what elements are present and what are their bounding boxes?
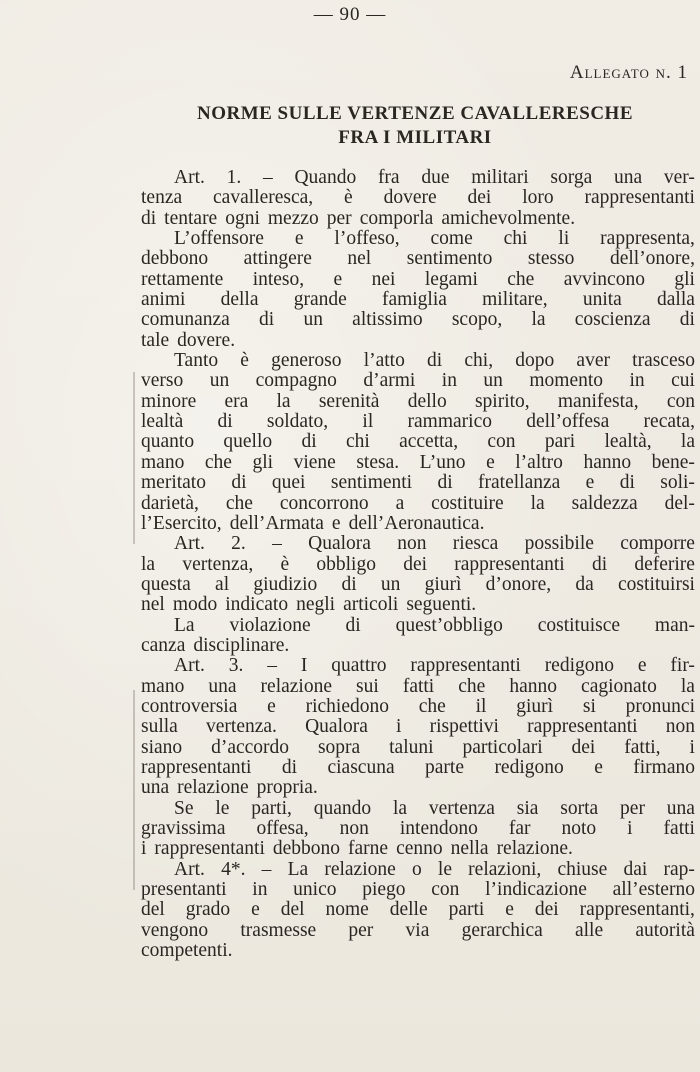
text-line: Art. 3. – I quattro rappresentanti redigono e fir- bbox=[174, 656, 695, 677]
text-line: minore era la serenità dello spirito, manifesta, con bbox=[141, 391, 695, 412]
text-line: vengono trasmesse per via gerarchica alle autorità bbox=[141, 920, 695, 941]
title-line-1: NORME SULLE VERTENZE CAVALLERESCHE bbox=[196, 103, 634, 124]
text-line: Art. 4*. – La relazione o le relazioni, chiuse dai rap- bbox=[174, 859, 695, 880]
text-line: comunanza di un altissimo scopo, la coscienza di bbox=[141, 310, 695, 331]
text-line: l’Esercito, dell’Armata e dell’Aeronautica. bbox=[141, 513, 485, 534]
allegato-label: Allegato n. 1 bbox=[569, 62, 688, 83]
text-line: rappresentanti di ciascuna parte redigono e firmano bbox=[141, 757, 695, 778]
text-line: verso un compagno d’armi in un momento in cui bbox=[141, 371, 695, 392]
text-line: controversia e richiedono che il giurì si pronunci bbox=[141, 696, 695, 717]
text-line: di tentare ogni mezzo per comporla amichevolmente. bbox=[141, 208, 576, 229]
text-line: presentanti in unico piego con l’indicazione all’esterno bbox=[141, 880, 695, 901]
text-line: Se le parti, quando la vertenza sia sorta per una bbox=[174, 798, 695, 819]
text-line: lealtà di soldato, il rammarico dell’offesa recata, bbox=[141, 412, 695, 433]
text-line: competenti. bbox=[141, 941, 233, 962]
text-line: canza disciplinare. bbox=[141, 635, 290, 656]
text-line: Art. 2. – Qualora non riesca possibile comporre bbox=[174, 534, 695, 555]
text-line: questa al giudizio di un giurì d’onore, da costituirsi bbox=[141, 574, 695, 595]
text-line: una relazione propria. bbox=[141, 778, 318, 799]
text-line: quanto quello di chi accetta, con pari lealtà, la bbox=[141, 432, 695, 453]
document-body bbox=[141, 168, 695, 961]
text-line: gravissima offesa, non intendono far noto i fatti bbox=[141, 819, 695, 839]
text-line: animi della grande famiglia militare, unita dalla bbox=[141, 290, 695, 311]
text-line: la vertenza, è obbligo dei rappresentanti di deferire bbox=[141, 554, 695, 575]
text-line: mano una relazione sui fatti che hanno cagionato la bbox=[141, 676, 695, 697]
text-line: tenza cavalleresca, è dovere dei loro rappresentanti bbox=[141, 188, 695, 209]
text-line: Art. 1. – Quando fra due militari sorga una ver- bbox=[174, 168, 695, 188]
title-line-2: FRA I MILITARI bbox=[338, 127, 492, 148]
text-line: mano che gli viene stesa. L’uno e l’altro hanno bene- bbox=[141, 452, 695, 473]
text-line: darietà, che concorrono a costituire la saldezza del- bbox=[141, 493, 695, 514]
text-line: rettamente inteso, e nei legami che avvincono gli bbox=[141, 269, 695, 290]
text-line: i rappresentanti debbono farne cenno nella relazione. bbox=[141, 839, 573, 860]
text-line: del grado e del nome delle parti e dei rappresentanti, bbox=[141, 900, 695, 921]
text-line: siano d’accordo sopra taluni particolari dei fatti, i bbox=[141, 737, 695, 758]
text-line: Tanto è generoso l’atto di chi, dopo aver trasceso bbox=[174, 351, 695, 372]
text-line: La violazione di quest’obbligo costituisce man- bbox=[174, 615, 695, 636]
text-line: tale dovere. bbox=[141, 330, 236, 351]
margin-pencil-mark bbox=[133, 690, 135, 890]
document-title bbox=[140, 102, 690, 150]
text-line: sulla vertenza. Qualora i rispettivi rappresentanti non bbox=[141, 717, 695, 738]
page-number: — 90 — bbox=[313, 4, 387, 25]
text-line: debbono attingere nel sentimento stesso dell’onore, bbox=[141, 249, 695, 270]
margin-pencil-mark bbox=[133, 372, 135, 544]
text-line: nel modo indicato negli articoli seguenti. bbox=[141, 595, 477, 616]
text-line: L’offensore e l’offeso, come chi li rappresenta, bbox=[174, 229, 695, 250]
text-line: meritato di quei sentimenti di fratellanza e di soli- bbox=[141, 473, 695, 494]
